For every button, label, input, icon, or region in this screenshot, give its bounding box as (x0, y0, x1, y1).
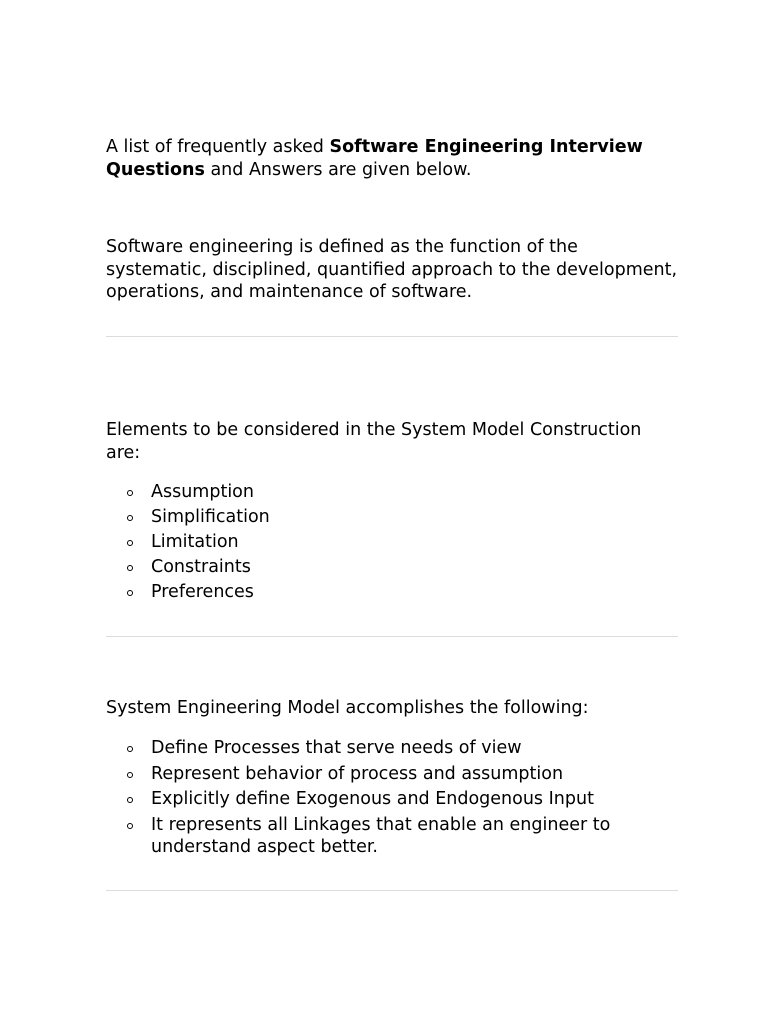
list-item (106, 581, 678, 606)
section-divider (106, 890, 678, 891)
intro-paragraph (106, 136, 678, 181)
list-item-text: Preferences (151, 582, 254, 602)
circle-bullet-icon (127, 823, 133, 829)
list-item-text: Define Processes that serve needs of view (151, 738, 522, 758)
section-divider (106, 636, 678, 637)
model-heading: System Engineering Model accomplishes the following: (106, 698, 589, 718)
circle-bullet-icon (127, 540, 133, 546)
intro-prefix: A list of frequently asked (106, 137, 330, 157)
section-divider (106, 336, 678, 337)
list-item (106, 481, 678, 506)
list-item-text: Constraints (151, 557, 251, 577)
list-item-text: Limitation (151, 532, 239, 552)
circle-bullet-icon (127, 590, 133, 596)
circle-bullet-icon (127, 565, 133, 571)
circle-bullet-icon (127, 490, 133, 496)
list-item-text: It represents all Linkages that enable an engineer to understand aspect better. (151, 814, 611, 857)
intro-bold-topic: Software Engineering Interview Questions (106, 137, 643, 180)
list-item (106, 763, 678, 786)
circle-bullet-icon (127, 515, 133, 521)
list-item (106, 506, 678, 531)
list-item (106, 531, 678, 556)
intro-suffix: and Answers are given below. (204, 159, 472, 180)
list-item-text: Simplification (151, 507, 270, 527)
circle-bullet-icon (127, 797, 133, 803)
circle-bullet-icon (127, 746, 133, 752)
list-item (106, 556, 678, 581)
elements-list (106, 481, 678, 606)
list-item (106, 814, 678, 859)
list-item-text: Assumption (151, 482, 254, 502)
list-item-text: Represent behavior of process and assumption (151, 763, 564, 784)
list-item-text: Explicitly define Exogenous and Endogenous Input (151, 789, 594, 809)
list-item (106, 737, 678, 760)
elements-heading: Elements to be considered in the System Model Construction are: (106, 420, 642, 463)
model-list (106, 737, 678, 862)
definition-paragraph: Software engineering is defined as the function of the systematic, disciplined, quantified approach to the development, operations, and maintenance of software. (106, 237, 678, 302)
list-item (106, 788, 678, 811)
circle-bullet-icon (127, 772, 133, 778)
